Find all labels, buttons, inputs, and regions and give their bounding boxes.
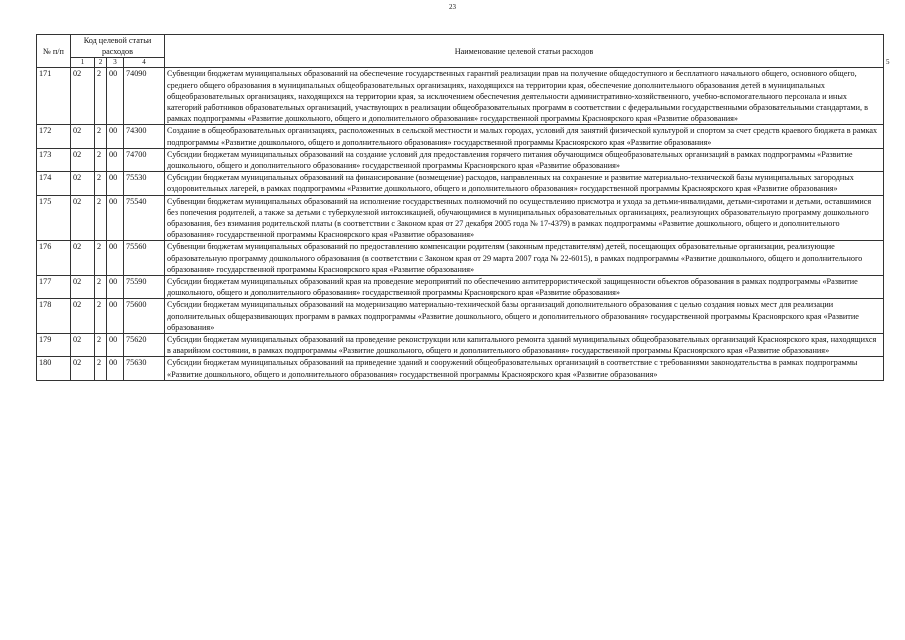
code-group: 00: [107, 125, 124, 148]
row-number: 180: [37, 357, 71, 380]
code-group: 00: [107, 195, 124, 241]
row-number: 175: [37, 195, 71, 241]
code-subprogram: 2: [95, 68, 107, 125]
code-program: 02: [71, 125, 95, 148]
code-program: 02: [71, 68, 95, 125]
code-direction: 74300: [124, 125, 165, 148]
expense-description: Субсидии бюджетам муниципальных образований края на проведение мероприятий по обеспечению антитеррористической защищенности объектов образования в рамках подпрограммы «Развитие дошкольного, общего и дополнительного образования» государственной программы Красноярского края «Развитие образования»: [165, 276, 884, 299]
code-group: 00: [107, 276, 124, 299]
code-group: 00: [107, 357, 124, 380]
code-group: 00: [107, 334, 124, 357]
code-direction: 75560: [124, 241, 165, 276]
code-subprogram: 2: [95, 276, 107, 299]
table-row: [37, 172, 884, 195]
header-target-code: Код целевой статьи расходов: [71, 35, 165, 58]
row-number: 176: [37, 241, 71, 276]
expense-description: Субсидии бюджетам муниципальных образований на создание условий для предоставления горячего питания обучающимся общеобразовательных организаций в рамках подпрограммы «Развитие дошкольного, общего и дополнительного образования» государственной программы Красноярского края «Развитие образования»: [165, 148, 884, 171]
code-group: 00: [107, 148, 124, 171]
code-program: 02: [71, 357, 95, 380]
target-expense-table: [36, 34, 890, 381]
code-subprogram: 2: [95, 334, 107, 357]
code-program: 02: [71, 172, 95, 195]
table-header-row: [37, 35, 884, 58]
expense-description: Субвенции бюджетам муниципальных образований на обеспечение государственных гарантий реализации прав на получение общедоступного и бесплатного начального общего, основного общего, среднего общего образования в муниципальных общеобразовательных организациях, находящихся на территории края, обеспечение дополнительного образования детей в муниципальных общеобразовательных организациях, находящихся на территории края, за исключением обеспечения деятельности административно-хозяйственного, учебно-вспомогательного персонала и иных категорий работников образовательных организаций, участвующих в реализации общеобразовательных программ в соответствии с федеральными государственными образовательными стандартами, в рамках подпрограммы «Развитие дошкольного, общего и дополнительного образования» государственной программы Красноярского края «Развитие образования»: [165, 68, 884, 125]
expense-description: Субсидии бюджетам муниципальных образований на модернизацию материально-технической базы организаций дополнительного образования с целью создания новых мест для реализации дополнительных общеразвивающих программ в рамках подпрограммы «Развитие дошкольного, общего и дополнительного образования» государственной программы Красноярского края «Развитие образования»: [165, 299, 884, 334]
row-number: 174: [37, 172, 71, 195]
code-direction: 75540: [124, 195, 165, 241]
code-group: 00: [107, 241, 124, 276]
code-subprogram: 2: [95, 357, 107, 380]
code-direction: 75530: [124, 172, 165, 195]
row-number: 173: [37, 148, 71, 171]
expense-description: Субвенции бюджетам муниципальных образований на исполнение государственных полномочий по осуществлению присмотра и ухода за детьми-инвалидами, детьми-сиротами и детьми, оставшимися без попечения родителей, а также за детьми с туберкулезной интоксикацией, обучающимися в муниципальных образовательных организациях, реализующих образовательную программу дошкольного образования, без взимания родительской платы (в соответствии с Законом края от 27 декабря 2005 года № 17-4379) в рамках подпрограммы «Развитие дошкольного, общего и дополнительного образования» государственной программы Красноярского края «Развитие образования»: [165, 195, 884, 241]
table-row: [37, 357, 884, 380]
code-direction: 75590: [124, 276, 165, 299]
column-number-row: 1 2 3 4 5: [37, 58, 884, 68]
table-row: [37, 241, 884, 276]
row-number: 172: [37, 125, 71, 148]
column-number: 4: [124, 58, 165, 68]
column-number: 2: [95, 58, 107, 68]
column-number: 3: [107, 58, 124, 68]
row-number: 171: [37, 68, 71, 125]
code-direction: 74090: [124, 68, 165, 125]
code-program: 02: [71, 241, 95, 276]
code-program: 02: [71, 299, 95, 334]
code-program: 02: [71, 195, 95, 241]
column-number: 1: [71, 58, 95, 68]
expense-description: Создание в общеобразовательных организациях, расположенных в сельской местности и малых городах, условий для занятий физической культурой и спортом за счет средств краевого бюджета в рамках подпрограммы «Развитие дошкольного, общего и дополнительного образования» государственной программы Красноярского края «Развитие образования»: [165, 125, 884, 148]
table-row: [37, 299, 884, 334]
table-row: [37, 334, 884, 357]
expense-description: Субсидии бюджетам муниципальных образований на приведение зданий и сооружений общеобразовательных организаций в соответствие с требованиями законодательства в рамках подпрограммы «Развитие дошкольного, общего и дополнительного образования» государственной программы Красноярского края «Развитие образования»: [165, 357, 884, 380]
code-subprogram: 2: [95, 241, 107, 276]
table-row: [37, 68, 884, 125]
expense-description: Субсидии бюджетам муниципальных образований на финансирование (возмещение) расходов, направленных на сохранение и развитие материально-технической базы муниципальных загородных оздоровительных лагерей, в рамках подпрограммы «Развитие дошкольного, общего и дополнительного образования» государственной программы Красноярского края «Развитие образования»: [165, 172, 884, 195]
row-number: 179: [37, 334, 71, 357]
code-subprogram: 2: [95, 172, 107, 195]
code-subprogram: 2: [95, 195, 107, 241]
table-row: [37, 125, 884, 148]
code-program: 02: [71, 276, 95, 299]
page-number: 23: [449, 3, 456, 11]
code-program: 02: [71, 334, 95, 357]
code-direction: 75620: [124, 334, 165, 357]
row-number: 177: [37, 276, 71, 299]
table-row: [37, 195, 884, 241]
header-row-number: № п/п: [37, 35, 71, 68]
code-direction: 75600: [124, 299, 165, 334]
expense-description: Субвенции бюджетам муниципальных образований по предоставлению компенсации родителям (законным представителям) детей, посещающих образовательные организации, реализующие образовательную программу дошкольного образования (в соответствии с Законом края от 29 марта 2007 года № 22-6015), в рамках подпрограммы «Развитие дошкольного, общего и дополнительного образования» государственной программы Красноярского края «Развитие образования»: [165, 241, 884, 276]
code-direction: 74700: [124, 148, 165, 171]
expense-description: Субсидии бюджетам муниципальных образований на проведение реконструкции или капитального ремонта зданий муниципальных общеобразовательных организаций Красноярского края, находящихся в аварийном состоянии, в рамках подпрограммы «Развитие дошкольного, общего и дополнительного образования» государственной программы Красноярского края «Развитие образования»: [165, 334, 884, 357]
code-group: 00: [107, 299, 124, 334]
code-subprogram: 2: [95, 148, 107, 171]
table-row: [37, 148, 884, 171]
code-group: 00: [107, 172, 124, 195]
code-direction: 75630: [124, 357, 165, 380]
code-subprogram: 2: [95, 125, 107, 148]
code-program: 02: [71, 148, 95, 171]
header-expense-name: Наименование целевой статьи расходов: [165, 35, 884, 68]
code-subprogram: 2: [95, 299, 107, 334]
table-row: [37, 276, 884, 299]
code-group: 00: [107, 68, 124, 125]
row-number: 178: [37, 299, 71, 334]
